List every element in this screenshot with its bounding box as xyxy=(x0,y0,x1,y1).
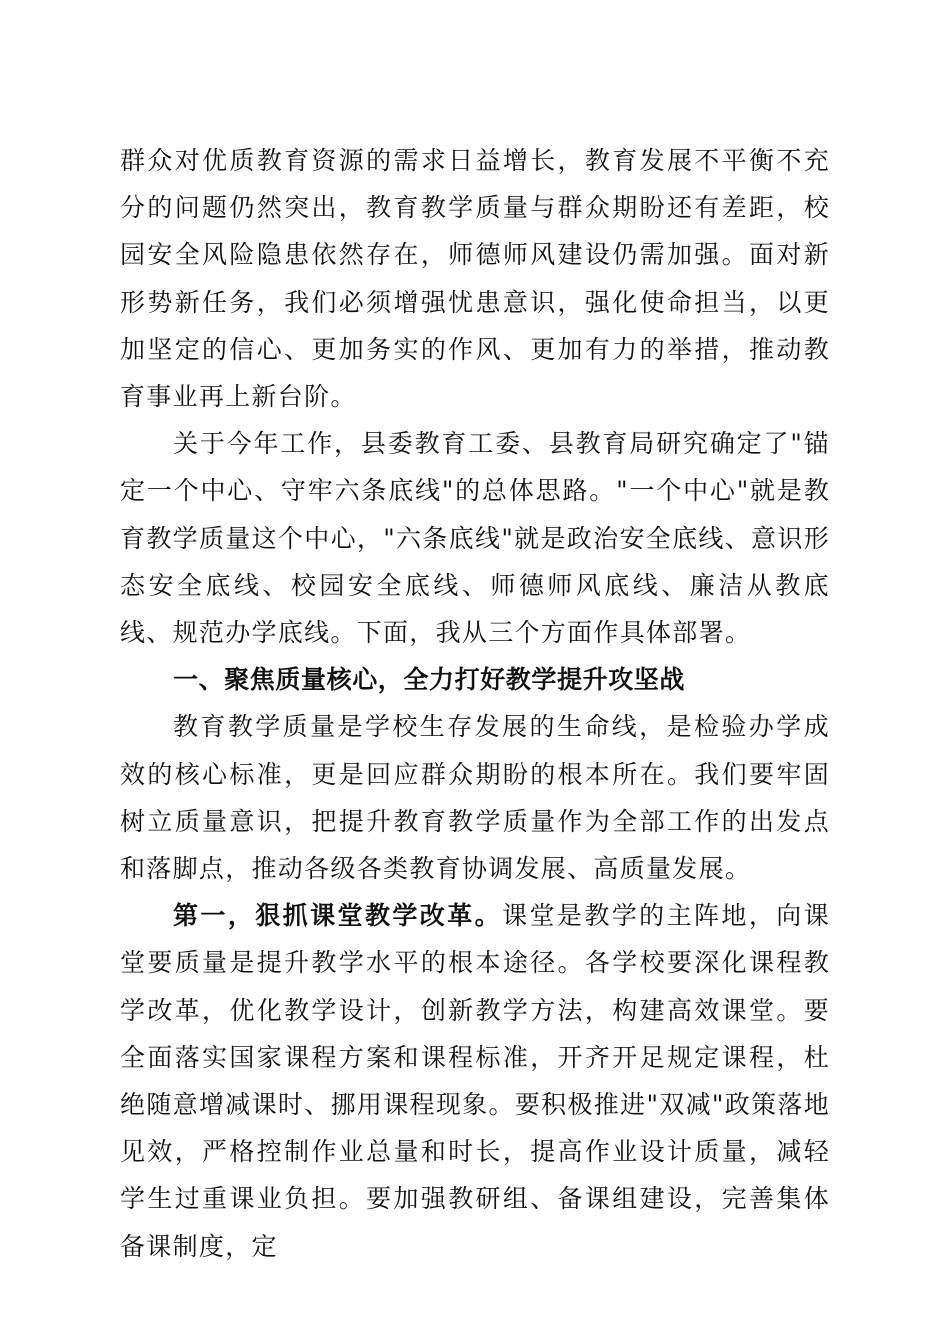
paragraph-lead-phrase: 第一，狠抓课堂教学改革。 xyxy=(173,901,503,931)
body-paragraph: 教育教学质量是学校生存发展的生命线，是检验办学成效的核心标准，更是回应群众期盼的根本所在。我们要牢固树立质量意识，把提升教育教学质量作为全部工作的出发点和落脚点，推动各级各类教育协调发展、高质量发展。 xyxy=(120,712,830,884)
body-paragraph xyxy=(120,892,830,1270)
section-heading: 一、聚焦质量核心，全力打好教学提升攻坚战 xyxy=(173,665,686,695)
document-page xyxy=(120,137,830,1270)
body-paragraph: 群众对优质教育资源的需求日益增长，教育发展不平衡不充分的问题仍然突出，教育教学质量与群众期盼还有差距，校园安全风险隐患依然存在，师德师风建设仍需加强。面对新形势新任务，我们必须增强忧患意识，强化使命担当，以更加坚定的信心、更加务实的作风、更加有力的举措，推动教育事业再上新台阶。 xyxy=(120,146,830,412)
body-paragraph: 关于今年工作，县委教育工委、县教育局研究确定了"锚定一个中心、守牢六条底线"的总体思路。"一个中心"就是教育教学质量这个中心，"六条底线"就是政治安全底线、意识形态安全底线、校园安全底线、师德师风底线、廉洁从教底线、规范办学底线。下面，我从三个方面作具体部署。 xyxy=(120,429,830,648)
paragraph-body-text: 课堂是教学的主阵地，向课堂要质量是提升教学水平的根本途径。各学校要深化课程教学改革，优化教学设计，创新教学方法，构建高效课堂。要全面落实国家课程方案和课程标准，开齐开足规定课程，杜绝随意增减课时、挪用课程现象。要积极推进"双减"政策落地见效，严格控制作业总量和时长，提高作业设计质量，减轻学生过重课业负担。要加强教研组、备课组建设，完善集体备课制度，定 xyxy=(120,901,830,1261)
